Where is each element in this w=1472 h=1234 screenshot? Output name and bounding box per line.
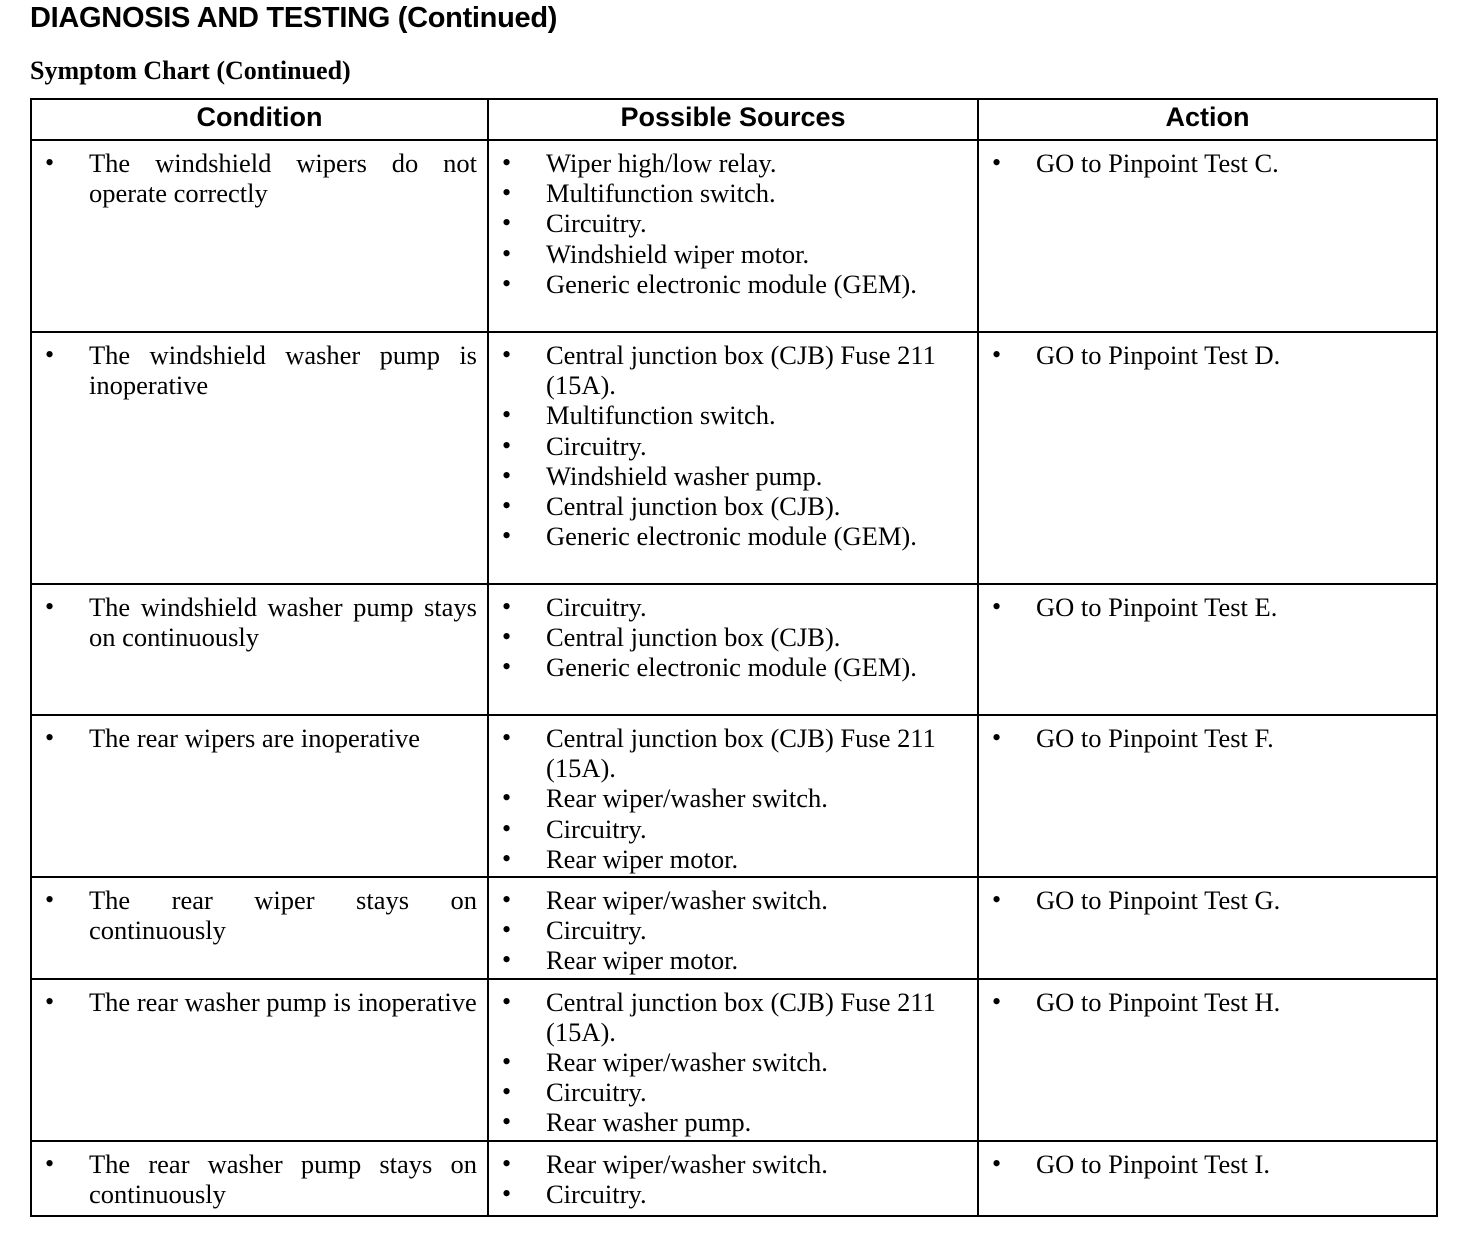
possible-source-item: • Rear wiper/washer switch. — [502, 885, 967, 915]
condition-cell — [31, 715, 488, 877]
condition-text: • The windshield wipers do not operate correctly — [45, 148, 477, 208]
possible-source-item: • Multifunction switch. — [502, 400, 967, 430]
action-list — [992, 340, 1426, 370]
possible-source-item: • Central junction box (CJB). — [502, 491, 967, 521]
action-text: • GO to Pinpoint Test C. — [992, 148, 1426, 178]
action-cell — [978, 332, 1437, 584]
condition-cell — [31, 140, 488, 332]
condition-cell — [31, 979, 488, 1141]
possible-source-item: • Central junction box (CJB). — [502, 622, 967, 652]
action-text: • GO to Pinpoint Test H. — [992, 987, 1426, 1017]
possible-sources-cell — [488, 715, 978, 877]
possible-source-item: • Circuitry. — [502, 1077, 967, 1107]
condition-text: • The rear washer pump stays on continuously — [45, 1149, 477, 1209]
possible-sources-list — [502, 1149, 967, 1209]
possible-source-item: • Circuitry. — [502, 431, 967, 461]
action-cell — [978, 979, 1437, 1141]
possible-sources-cell — [488, 1141, 978, 1216]
action-list — [992, 592, 1426, 622]
condition-list — [45, 1149, 477, 1209]
action-text: • GO to Pinpoint Test I. — [992, 1149, 1426, 1179]
possible-source-item: • Multifunction switch. — [502, 178, 967, 208]
condition-text: • The windshield washer pump stays on continuously — [45, 592, 477, 652]
action-text: • GO to Pinpoint Test E. — [992, 592, 1426, 622]
possible-sources-list — [502, 885, 967, 976]
possible-source-item: • Circuitry. — [502, 1179, 967, 1209]
table-row — [31, 584, 1437, 715]
condition-list — [45, 148, 477, 208]
action-list — [992, 987, 1426, 1017]
action-cell — [978, 140, 1437, 332]
possible-source-item: • Rear wiper motor. — [502, 844, 967, 874]
symptom-chart — [30, 98, 1438, 1217]
possible-sources-list — [502, 987, 967, 1138]
possible-source-item: • Rear washer pump. — [502, 1107, 967, 1137]
possible-sources-list — [502, 148, 967, 299]
condition-text: • The rear wiper stays on continuously — [45, 885, 477, 945]
possible-source-item: • Central junction box (CJB) Fuse 211 (15A). — [502, 340, 967, 400]
condition-cell — [31, 584, 488, 715]
possible-source-item: • Wiper high/low relay. — [502, 148, 967, 178]
possible-sources-cell — [488, 140, 978, 332]
action-list — [992, 148, 1426, 178]
action-text: • GO to Pinpoint Test D. — [992, 340, 1426, 370]
possible-source-item: • Rear wiper motor. — [502, 945, 967, 975]
possible-source-item: • Generic electronic module (GEM). — [502, 652, 967, 682]
table-row — [31, 877, 1437, 979]
condition-text: • The rear washer pump is inoperative — [45, 987, 477, 1017]
possible-source-item: • Circuitry. — [502, 915, 967, 945]
condition-cell — [31, 332, 488, 584]
table-row — [31, 715, 1437, 877]
action-cell — [978, 877, 1437, 979]
possible-sources-list — [502, 340, 967, 551]
chart-title: Symptom Chart (Continued) — [30, 56, 351, 85]
action-list — [992, 885, 1426, 915]
table-row — [31, 332, 1437, 584]
action-cell — [978, 584, 1437, 715]
table-row — [31, 140, 1437, 332]
action-cell — [978, 1141, 1437, 1216]
condition-text: • The rear wipers are inoperative — [45, 723, 477, 753]
condition-list — [45, 885, 477, 945]
possible-source-item: • Circuitry. — [502, 814, 967, 844]
condition-cell — [31, 877, 488, 979]
possible-sources-cell — [488, 332, 978, 584]
condition-list — [45, 723, 477, 753]
action-cell — [978, 715, 1437, 877]
possible-source-item: • Circuitry. — [502, 208, 967, 238]
table-row — [31, 979, 1437, 1141]
column-header-condition: Condition — [31, 99, 488, 140]
possible-source-item: • Generic electronic module (GEM). — [502, 269, 967, 299]
condition-list — [45, 987, 477, 1017]
condition-list — [45, 592, 477, 652]
possible-source-item: • Generic electronic module (GEM). — [502, 521, 967, 551]
page-title: DIAGNOSIS AND TESTING (Continued) — [30, 2, 558, 34]
condition-list — [45, 340, 477, 400]
condition-text: • The windshield washer pump is inoperative — [45, 340, 477, 400]
possible-sources-cell — [488, 877, 978, 979]
possible-source-item: • Rear wiper/washer switch. — [502, 1149, 967, 1179]
table-row — [31, 1141, 1437, 1216]
possible-source-item: • Central junction box (CJB) Fuse 211 (15A). — [502, 987, 967, 1047]
possible-sources-list — [502, 723, 967, 874]
action-text: • GO to Pinpoint Test G. — [992, 885, 1426, 915]
table-header-row — [31, 99, 1437, 140]
action-list — [992, 723, 1426, 753]
possible-sources-cell — [488, 979, 978, 1141]
possible-source-item: • Central junction box (CJB) Fuse 211 (15A). — [502, 723, 967, 783]
column-header-action: Action — [978, 99, 1437, 140]
possible-sources-list — [502, 592, 967, 683]
possible-sources-cell — [488, 584, 978, 715]
possible-source-item: • Rear wiper/washer switch. — [502, 783, 967, 813]
action-text: • GO to Pinpoint Test F. — [992, 723, 1426, 753]
possible-source-item: • Windshield wiper motor. — [502, 239, 967, 269]
possible-source-item: • Rear wiper/washer switch. — [502, 1047, 967, 1077]
condition-cell — [31, 1141, 488, 1216]
column-header-possible-sources: Possible Sources — [488, 99, 978, 140]
action-list — [992, 1149, 1426, 1179]
possible-source-item: • Circuitry. — [502, 592, 967, 622]
possible-source-item: • Windshield washer pump. — [502, 461, 967, 491]
